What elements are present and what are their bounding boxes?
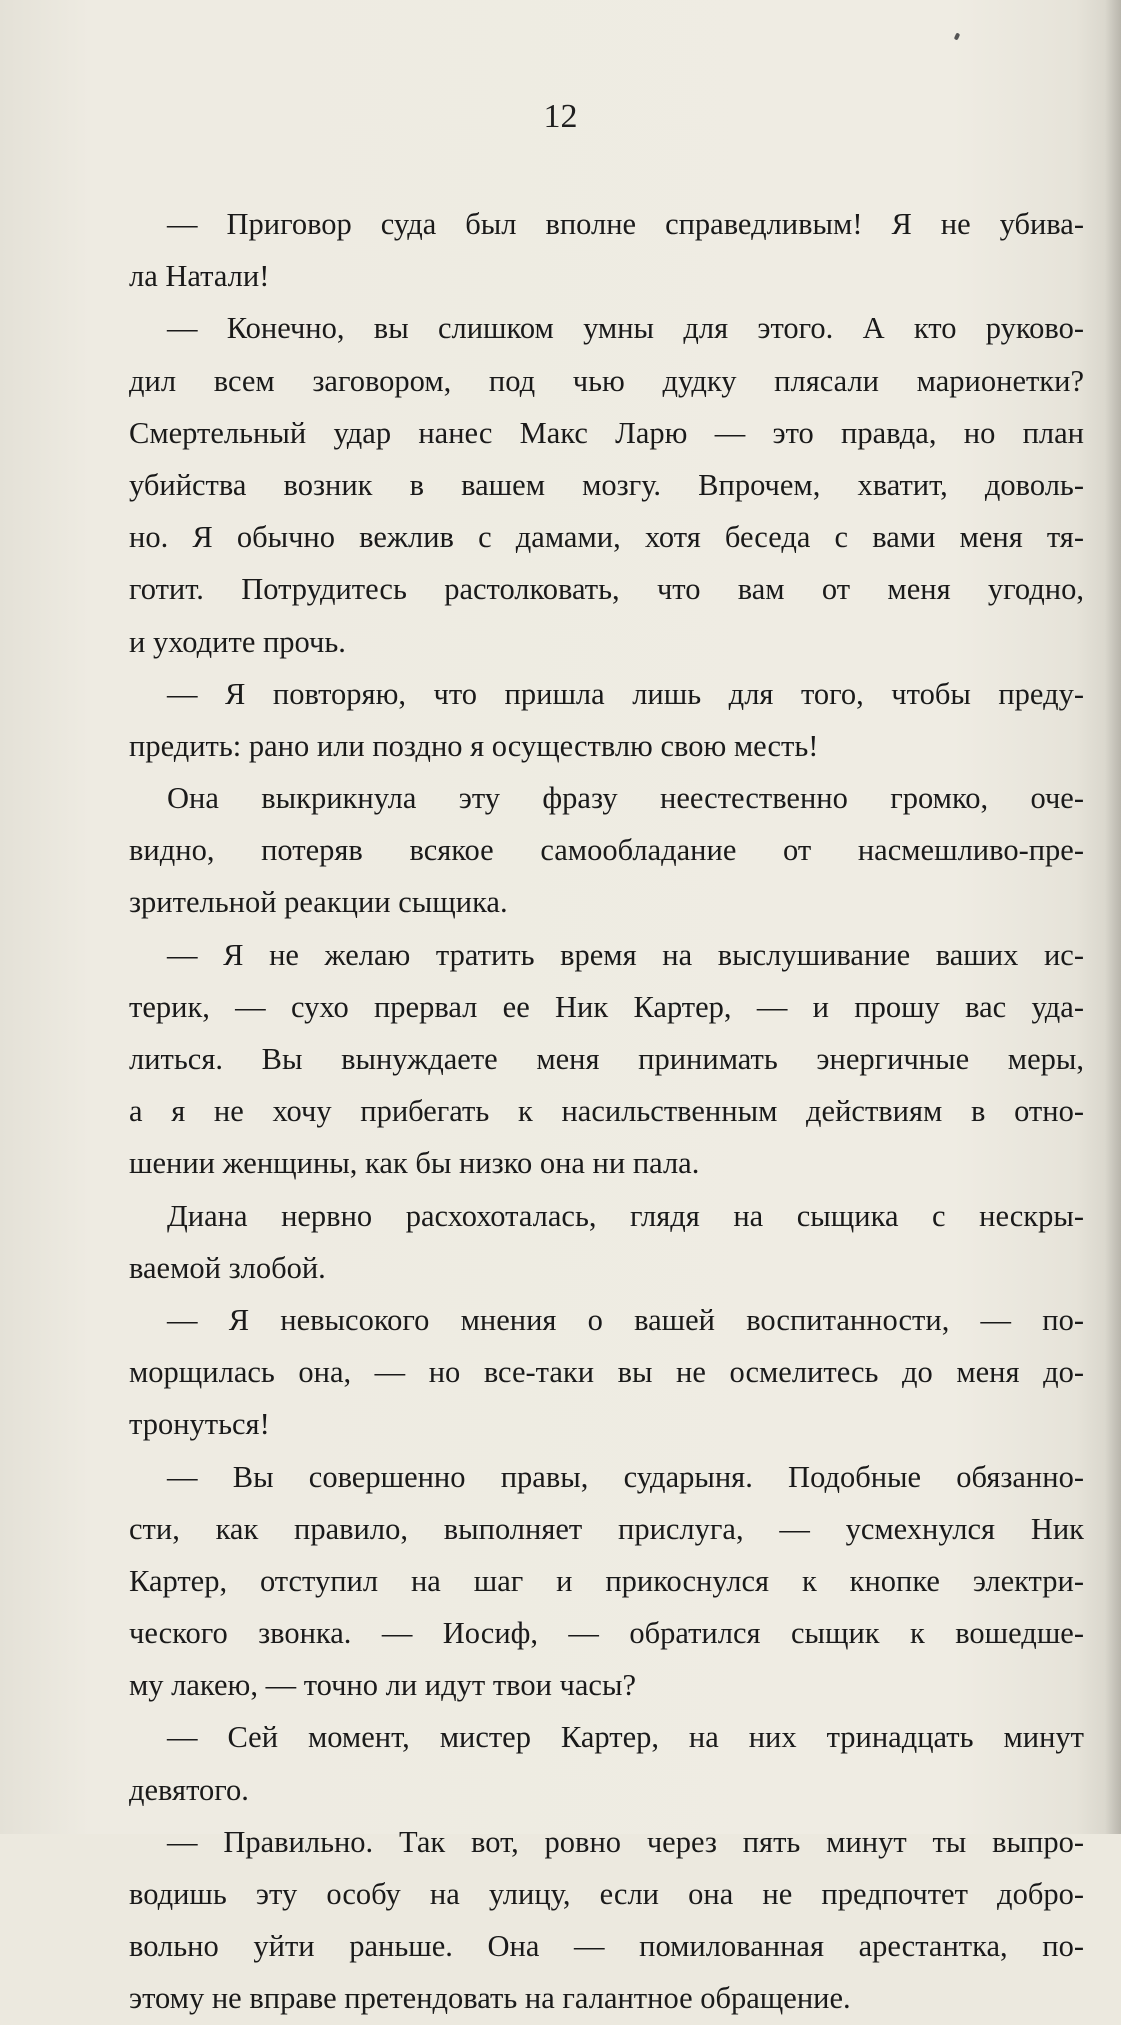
text-line: — Вы совершенно правы, сударыня. Подобные обязанно- — [167, 1459, 1084, 1494]
text-line: — Я не желаю тратить время на выслушивание ваших ис- — [167, 937, 1084, 972]
text-line: ваемой злобой. — [129, 1250, 326, 1285]
page-number: 12 — [543, 98, 578, 135]
text-line: ческого звонка. — Иосиф, — обратился сыщик к вошедше- — [129, 1616, 1084, 1651]
text-line: видно, потеряв всякое самообладание от насмешливо-пре- — [129, 833, 1084, 868]
text-line: — Я повторяю, что пришла лишь для того, чтобы преду- — [167, 676, 1084, 711]
text-line: предить: рано или поздно я осуществлю свою месть! — [129, 728, 819, 763]
text-line: — Я невысокого мнения о вашей воспитанности, — по- — [167, 1302, 1084, 1337]
text-line: вольно уйти раньше. Она — помилованная арестантка, по- — [129, 1929, 1084, 1964]
text-line: литься. Вы вынуждаете меня принимать энергичные меры, — [129, 1042, 1084, 1076]
text-line: шении женщины, как бы низко она ни пала. — [129, 1146, 700, 1181]
text-line: Смертельный удар нанес Макс Ларю — это правда, но план — [129, 415, 1084, 450]
text-line: сти, как правило, выполняет прислуга, — усмехнулся Ник — [129, 1511, 1084, 1546]
text-line: водишь эту особу на улицу, если она не предпочтет добро- — [129, 1877, 1084, 1911]
text-line: Она выкрикнула эту фразу неестественно громко, оче- — [167, 781, 1084, 816]
text-line: Картер, отступил на шаг и прикоснулся к кнопке электри- — [129, 1563, 1084, 1598]
text-line: тронуться! — [129, 1407, 270, 1442]
text-line: убийства возник в вашем мозгу. Впрочем, хватит, доволь- — [129, 467, 1084, 502]
text-line: морщилась она, — но все-таки вы не осмелитесь до меня до- — [129, 1355, 1084, 1390]
text-line: — Приговор суда был вполне справедливым! Я не убива- — [167, 207, 1084, 241]
body-text — [129, 198, 1084, 2025]
text-line: дил всем заговором, под чью дудку плясали марионетки? — [129, 363, 1084, 398]
text-line: этому не вправе претендовать на галантное обращение. — [129, 1981, 851, 2016]
spine-shadow — [1105, 0, 1121, 1834]
text-line: а я не хочу прибегать к насильственным действиям в отно- — [129, 1094, 1084, 1129]
text-line: зрительной реакции сыщика. — [129, 885, 508, 920]
text-line: готит. Потрудитесь растолковать, что вам от меня угодно, — [129, 572, 1084, 607]
text-line: но. Я обычно вежлив с дамами, хотя беседа с вами меня тя- — [129, 520, 1084, 555]
text-line: му лакею, — точно ли идут твои часы? — [129, 1668, 636, 1703]
text-line: — Конечно, вы слишком умны для этого. А кто руково- — [167, 311, 1084, 346]
text-line: и уходите прочь. — [129, 624, 346, 659]
paper-speck — [954, 32, 961, 40]
text-line: девятого. — [129, 1772, 249, 1807]
text-line: терик, — сухо прервал ее Ник Картер, — и прошу вас уда- — [129, 989, 1084, 1024]
text-line: Диана нервно расхохоталась, глядя на сыщика с нескры- — [167, 1198, 1084, 1233]
text-line: ла Натали! — [129, 259, 270, 294]
text-line: — Сей момент, мистер Картер, на них тринадцать минут — [167, 1720, 1084, 1755]
text-line: — Правильно. Так вот, ровно через пять минут ты выпро- — [167, 1824, 1084, 1859]
